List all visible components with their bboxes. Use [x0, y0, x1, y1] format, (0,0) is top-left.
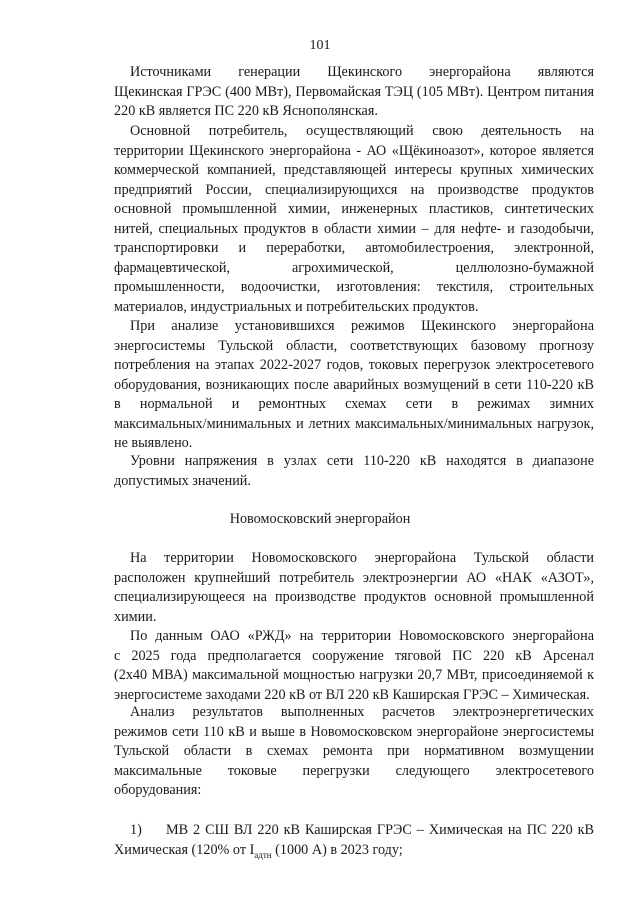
- text-line: оборудования, возникающих после аварийных возмущений в сети 110-220 кВ: [114, 376, 594, 393]
- text-line: максимальных/минимальных и летних максимальных/минимальных нагрузок,: [114, 415, 594, 432]
- paragraph-overload-analysis: [114, 703, 594, 801]
- text-line: основной промышленной химии, инженерных пластиков, синтетических: [114, 201, 594, 217]
- paragraph-novomoskovsk-consumer: [114, 549, 594, 627]
- paragraph-rzd-substation: [114, 627, 594, 705]
- text-line: фармацевтической, агрохимической, целлюлозно-бумажной: [114, 259, 594, 276]
- list-item-line: [114, 841, 594, 865]
- text-line: материалов, индустриальных и потребительских продуктов.: [114, 298, 479, 315]
- text-line: (2х40 МВА) максимальной мощностью нагрузки 20,7 МВт, присоединяемой к: [114, 667, 594, 683]
- text-line: нитей, специальных продуктов в области химии – для нефте- и газодобычи,: [114, 220, 594, 237]
- paragraph-voltage-levels: [114, 452, 594, 491]
- text-line: Основной потребитель, осуществляющий свою деятельность на: [130, 123, 594, 139]
- text-line: химии.: [114, 608, 157, 625]
- paragraph-generation-sources: [114, 63, 594, 122]
- text-line: допустимых значений.: [114, 472, 251, 489]
- list-item-number: 1): [130, 822, 142, 838]
- text-line: Источниками генерации Щекинского энергорайона являются: [130, 64, 594, 80]
- text-line: расположен крупнейший потребитель электроэнергии АО «НАК «АЗОТ»,: [114, 569, 594, 586]
- text-line: предприятий России, специализирующихся на производстве продуктов: [114, 181, 594, 198]
- text-line: потребления на этапах 2022-2027 годов, токовых перегрузок электросетевого: [114, 357, 594, 373]
- page-number: 101: [309, 38, 331, 53]
- text-line: На территории Новомосковского энергорайона Тульской области: [130, 550, 594, 566]
- text-line: Анализ результатов выполненных расчетов электроэнергетических: [130, 704, 594, 720]
- text-line: режимов сети 110 кВ и выше в Новомосковском энергорайоне энергосистемы: [114, 723, 594, 740]
- text-line: оборудования:: [114, 782, 202, 798]
- text-line: энергосистемы Тульской области, соответствующих базовому прогнозу: [114, 337, 594, 354]
- text-line: с 2025 года предполагается сооружение тяговой ПС 220 кВ Арсенал: [114, 647, 594, 664]
- text-line: 220 кВ является ПС 220 кВ Яснополянская.: [114, 103, 378, 119]
- list-item-text-prefix: Химическая (120% от I: [114, 841, 255, 858]
- list-item-text: МВ 2 СШ ВЛ 220 кВ Каширская ГРЭС – Химическая на ПС 220 кВ: [166, 822, 594, 838]
- section-heading: Новомосковский энергорайон: [229, 511, 411, 527]
- text-line: транспортировки и переработки, автомобилестроения, электронной,: [114, 240, 594, 256]
- text-line: территории Щекинского энергорайона - АО «Щёкиноазот», которое является: [114, 142, 594, 159]
- text-line: Уровни напряжения в узлах сети 110-220 кВ находятся в диапазоне: [130, 453, 594, 469]
- text-line: энергосистеме заходами 220 кВ от ВЛ 220 кВ Каширская ГРЭС – Химическая.: [114, 686, 590, 703]
- text-line: При анализе установившихся режимов Щекинского энергорайона: [130, 318, 594, 334]
- paragraph-main-consumer: [114, 122, 594, 317]
- text-line: не выявлено.: [114, 435, 193, 451]
- text-line: специализирующееся на производстве продуктов основной промышленной: [114, 589, 594, 605]
- text-line: максимальные токовые перегрузки следующего электросетевого: [114, 762, 594, 779]
- list-item: [114, 821, 594, 865]
- text-line: По данным ОАО «РЖД» на территории Новомосковского энергорайона: [130, 628, 594, 644]
- text-line: в нормальной и ремонтных схемах сети в режимах зимних: [114, 396, 594, 412]
- text-line: промышленности, водоочистки, изготовления: текстиля, строительных: [114, 279, 594, 295]
- list-item-text-suffix: (1000 А) в 2023 году;: [271, 841, 403, 858]
- text-line: Щекинская ГРЭС (400 МВт), Первомайская ТЭЦ (105 МВт). Центром питания: [114, 83, 594, 100]
- paragraph-regime-analysis: [114, 317, 594, 454]
- text-line: Тульской области в схемах ремонта при нормативном возмущении: [114, 743, 594, 759]
- list-item-subscript: адтн: [254, 849, 272, 860]
- list-item-line: [114, 821, 594, 841]
- text-line: коммерческой компанией, представляющей интересы крупных химических: [114, 162, 594, 178]
